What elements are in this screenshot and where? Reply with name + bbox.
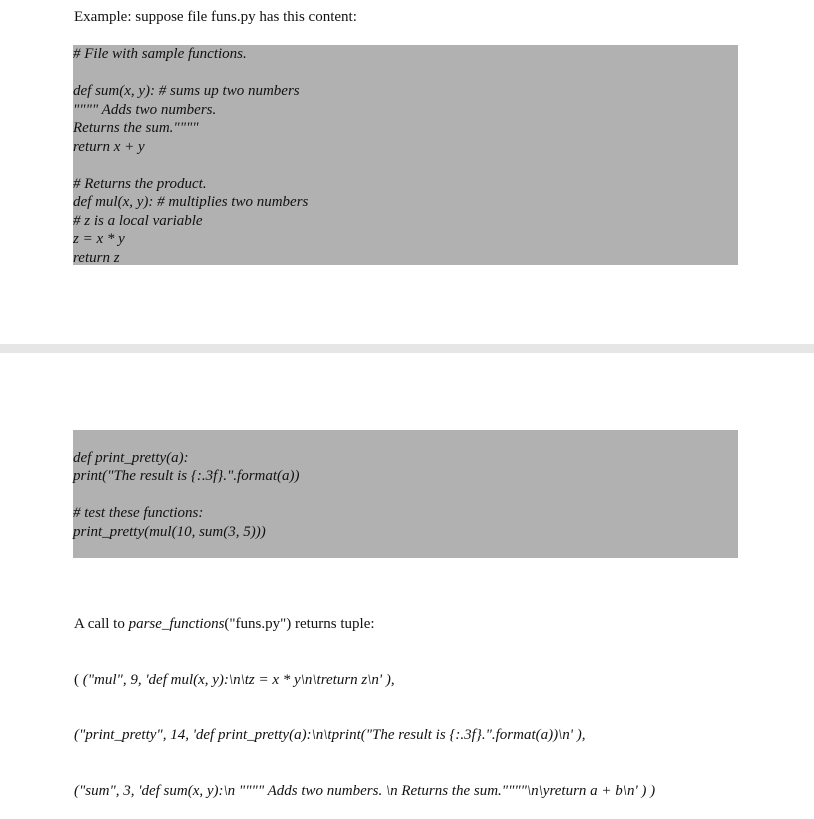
code-line-1: # File with sample functions. xyxy=(73,46,247,62)
tuple-row-1 xyxy=(74,671,655,690)
code-line-11: z = x * y xyxy=(73,231,125,247)
code-line-9: def mul(x, y): # multiplies two numbers xyxy=(73,194,309,210)
result-intro-line xyxy=(74,615,655,634)
result-lead: A call to xyxy=(74,616,129,632)
code-line-8: # Returns the product. xyxy=(73,175,207,192)
intro-text: Example: suppose file funs.py has this content: xyxy=(74,9,357,25)
code-line-17: # test these functions: xyxy=(73,505,204,521)
tuple-row-2: ("print_pretty", 14, 'def print_pretty(a):\n\tprint("The result is {:.3f}.".format(a))\n' ), xyxy=(74,727,586,743)
code-line-2 xyxy=(73,64,738,83)
code-line-7 xyxy=(73,156,738,175)
code-line-5: Returns the sum."""" xyxy=(73,120,199,136)
code-line-14: def print_pretty(a): xyxy=(73,449,189,466)
function-name: parse_functions xyxy=(128,616,225,632)
result-call-tail: ("funs.py") returns tuple: xyxy=(224,616,375,632)
code-line-18: print_pretty(mul(10, sum(3, 5))) xyxy=(73,523,266,540)
code-line-10: # z is a local variable xyxy=(73,212,203,229)
code-line-3: def sum(x, y): # sums up two numbers xyxy=(73,83,300,99)
tuple-open: ( xyxy=(74,671,83,688)
page-separator xyxy=(0,344,814,353)
code-block-funs-py xyxy=(73,45,738,265)
code-line-6: return x + y xyxy=(73,138,145,155)
code-line-15: print("The result is {:.3f}.".format(a)) xyxy=(73,468,300,484)
code-block-funs-py-continued xyxy=(73,430,738,558)
tuple-row-3: ("sum", 3, 'def sum(x, y):\n """" Adds two numbers. \n Returns the sum.""""\n\yreturn a + b\n' ) ) xyxy=(74,782,656,799)
tuple-row-1-text: ("mul", 9, 'def mul(x, y):\n\tz = x * y\n\treturn z\n' ), xyxy=(82,671,395,688)
code-line-13 xyxy=(73,430,738,449)
code-line-4: """" Adds two numbers. xyxy=(73,101,217,118)
result-paragraph xyxy=(74,578,655,819)
code-line-12: return z xyxy=(73,249,120,266)
code-line-16 xyxy=(73,486,738,505)
